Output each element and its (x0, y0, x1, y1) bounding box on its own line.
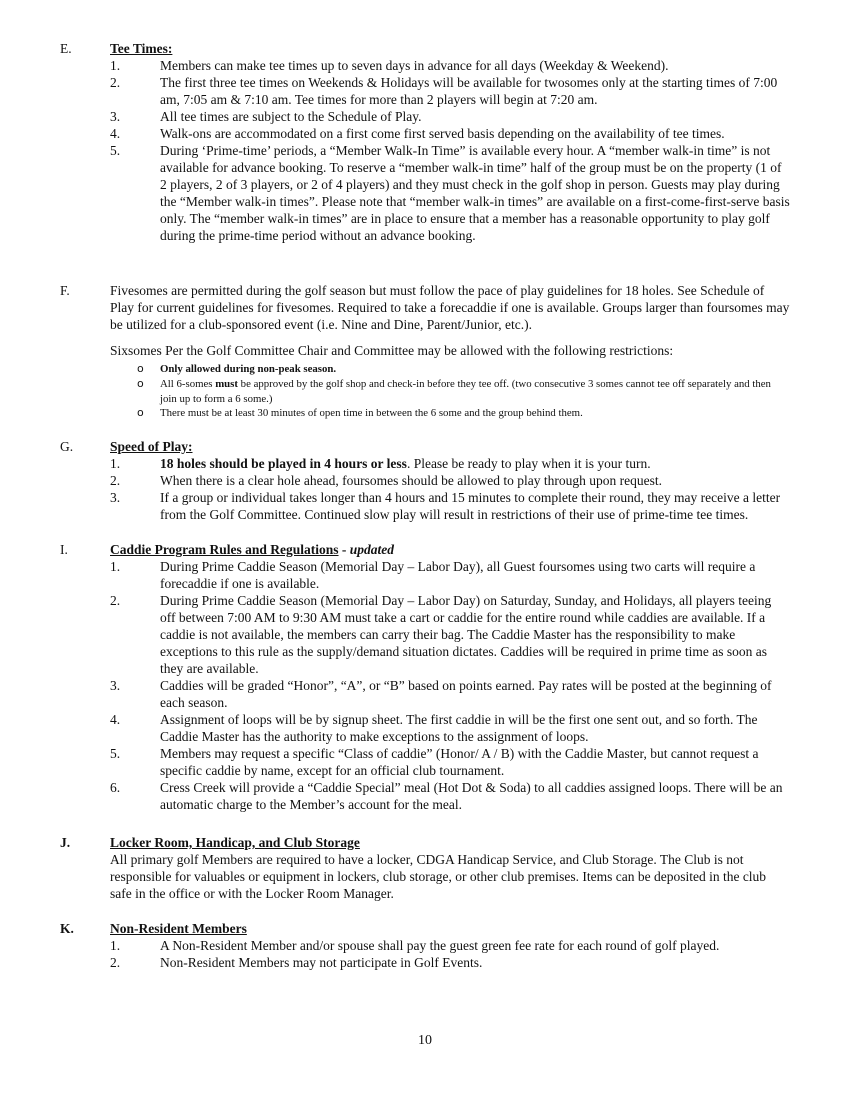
section-j (110, 834, 790, 902)
item-number: 2. (110, 75, 121, 90)
section-g-title: Speed of Play: (110, 439, 193, 454)
section-e-title: Tee Times: (110, 41, 173, 56)
list-item (110, 779, 790, 813)
bullet-text: All 6-somes (160, 377, 216, 390)
item-text: All tee times are subject to the Schedule of Play. (160, 109, 422, 124)
section-i-title: Caddie Program Rules and Regulations (110, 542, 339, 557)
list-item (110, 108, 790, 125)
item-number: 4. (110, 126, 121, 141)
section-j-title: Locker Room, Handicap, and Club Storage (110, 835, 360, 850)
section-k-letter: K. (60, 921, 74, 936)
list-item (110, 125, 790, 142)
item-text: When there is a clear hole ahead, foursomes should be allowed to play through upon request. (160, 473, 662, 488)
section-k (110, 920, 790, 971)
list-item (110, 472, 790, 489)
list-item (110, 142, 790, 244)
section-g-letter: G. (60, 439, 74, 454)
fivesomes-paragraph: Fivesomes are permitted during the golf season but must follow the pace of play guidelines for 18 holes. See Schedule of Play for current guidelines for fivesomes. Required to take a forecaddie if one is available. Groups larger than foursomes may be utilized for a club-sponsored event (i.e. Nine and Dine, Parent/Junior, etc.). (110, 283, 790, 332)
item-text: Members can make tee times up to seven days in advance for all days (Weekday & Weekend). (160, 58, 669, 73)
updated-tag: updated (349, 542, 395, 557)
list-item (110, 954, 790, 971)
item-number: 1. (110, 559, 121, 574)
section-k-title: Non-Resident Members (110, 921, 247, 936)
item-number: 1. (110, 456, 121, 471)
bullet-marker: o (137, 406, 144, 420)
section-i (110, 541, 790, 813)
item-number: 2. (110, 593, 121, 608)
bullet-text: be approved by the golf shop and check-in before they tee off. (two consecutive 3 somes cannot tee off separately and then join up to form a 6 some.) (160, 377, 771, 405)
item-text: Non-Resident Members may not participate in Golf Events. (160, 955, 483, 970)
item-text: Assignment of loops will be by signup sheet. The first caddie in will be the first one sent out, and so forth. The Caddie Master has the authority to make exceptions to the assignment of loops. (160, 712, 758, 744)
section-e-letter: E. (60, 41, 72, 56)
item-text: During Prime Caddie Season (Memorial Day – Labor Day), all Guest foursomes using two carts will require a forecaddie if one is available. (160, 559, 756, 591)
item-text: During ‘Prime-time’ periods, a “Member Walk-In Time” is available every hour. A “member walk-in time” is not available for advance booking. To reserve a “member walk-in time” half of the group must be on the property (1 of 2 players, 2 of 3 players, or 2 of 4 players) and they must check in the golf shop in person. Guests may play during the “Member walk-in times”. Please note that “member walk-in times” are available on a first-come-first-serve basis only. The “member walk-in times” are in place to ensure that a member has a reasonable opportunity to play golf during the prime-time period without an advance booking. (160, 143, 790, 243)
item-number: 1. (110, 58, 121, 73)
list-item (110, 57, 790, 74)
item-emphasis: 18 holes should be played in 4 hours or less (160, 456, 407, 471)
item-number: 5. (110, 746, 121, 761)
section-j-letter: J. (60, 835, 71, 850)
list-item (137, 406, 790, 421)
list-item (110, 745, 790, 779)
item-text: If a group or individual takes longer than 4 hours and 15 minutes to complete their round, they may receive a letter from the Golf Committee. Continued slow play will result in restrictions of their use of prime-time tee times. (160, 490, 781, 522)
sixsome-restrictions-list (110, 362, 790, 421)
section-f (110, 282, 790, 421)
list-item (110, 592, 790, 677)
bullet-marker: o (137, 362, 144, 375)
item-text: Cress Creek will provide a “Caddie Special” meal (Hot Dot & Soda) to all caddies assigned loops. There will be an automatic charge to the Member’s account for the meal. (160, 780, 783, 812)
item-number: 2. (110, 955, 121, 970)
list-item (137, 362, 790, 377)
item-number: 3. (110, 490, 121, 505)
section-i-letter: I. (60, 542, 68, 557)
item-text: Members may request a specific “Class of caddie” (Honor/ A / B) with the Caddie Master, but cannot request a specific caddie by name, except for an official club tournament. (160, 746, 759, 778)
item-number: 5. (110, 143, 121, 158)
item-number: 2. (110, 473, 121, 488)
list-item (110, 711, 790, 745)
page-number: 10 (418, 1033, 432, 1048)
list-item (110, 558, 790, 592)
section-e (110, 40, 790, 244)
item-text: A Non-Resident Member and/or spouse shall pay the guest green fee rate for each round of golf played. (160, 938, 720, 953)
title-separator: - (338, 542, 350, 557)
list-item (110, 489, 790, 523)
list-item (110, 455, 790, 472)
bullet-text: There must be at least 30 minutes of open time in between the 6 some and the group behind them. (160, 407, 583, 420)
item-number: 3. (110, 678, 121, 693)
item-number: 6. (110, 780, 121, 795)
list-item (110, 677, 790, 711)
item-number: 3. (110, 109, 121, 124)
item-text: During Prime Caddie Season (Memorial Day – Labor Day) on Saturday, Sunday, and Holidays, all players teeing off between 7:00 AM to 9:30 AM must take a cart or caddie for the entire round while caddies are available. If a caddie is not available, the members can carry their bag. The Caddie Master has the responsibility to make exceptions to this rule as the supply/demand situation dictates. Caddies will be required in prime time as soon as they are available. (160, 593, 772, 676)
section-j-text: All primary golf Members are required to have a locker, CDGA Handicap Service, and Club Storage. The Club is not responsible for valuables or equipment in lockers, club storage, or other club premises. Items can be deposited in the club safe in the office or with the Locker Room Manager. (110, 852, 767, 901)
item-number: 1. (110, 938, 121, 953)
item-number: 4. (110, 712, 121, 727)
list-item (110, 74, 790, 108)
item-text: Caddies will be graded “Honor”, “A”, or “B” based on points earned. Pay rates will be posted at the beginning of each season. (160, 678, 772, 710)
bullet-marker: o (137, 376, 144, 390)
section-g (110, 438, 790, 523)
item-text: Walk-ons are accommodated on a first come first served basis depending on the availability of tee times. (160, 126, 725, 141)
item-text: The first three tee times on Weekends & Holidays will be available for twosomes only at the starting times of 7:00 am, 7:05 am & 7:10 am. Tee times for more than 2 players will begin at 7:20 am. (160, 75, 778, 107)
list-item (110, 937, 790, 954)
sixsomes-paragraph: Sixsomes Per the Golf Committee Chair and Committee may be allowed with the following restrictions: (110, 343, 674, 358)
bullet-text: Only allowed during non-peak season. (160, 363, 337, 375)
item-text-rest: . Please be ready to play when it is your turn. (406, 456, 651, 471)
section-i-heading (110, 541, 790, 558)
bullet-emphasis: must (215, 377, 238, 390)
list-item (137, 377, 790, 407)
item-text (160, 455, 790, 472)
section-f-letter: F. (60, 283, 70, 298)
